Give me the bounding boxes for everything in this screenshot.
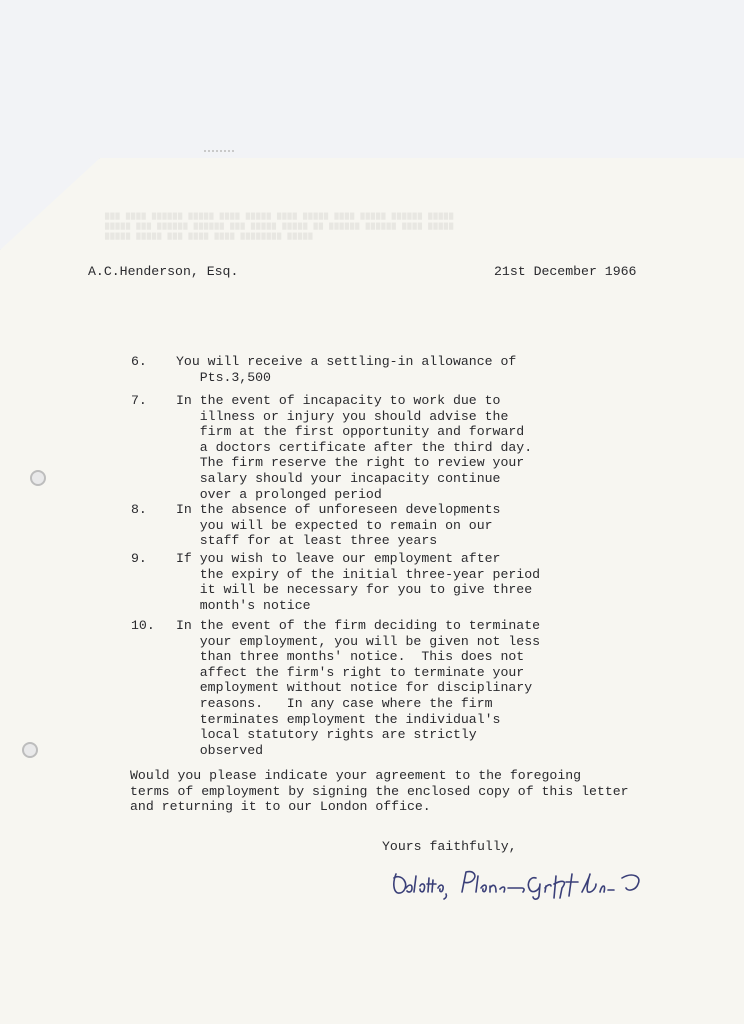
- item-line: your employment, you will be given not less: [176, 633, 541, 649]
- paper-tear: [204, 150, 234, 162]
- closing-line: and returning it to our London office.: [130, 799, 431, 815]
- item-line: staff for at least three years: [176, 533, 438, 549]
- closing-line: terms of employment by signing the enclosed copy of this letter: [130, 783, 629, 799]
- item-number: 6.: [131, 354, 147, 369]
- item-line: it will be necessary for you to give three: [176, 582, 533, 598]
- item-line: salary should your incapacity continue: [176, 470, 501, 486]
- handwritten-signature: [382, 862, 662, 902]
- item-line: month's notice: [176, 597, 311, 613]
- item-line: In the absence of unforeseen developments: [176, 502, 501, 517]
- item-line: In the event of incapacity to work due to: [176, 393, 501, 408]
- addressee: A.C.Henderson, Esq.: [88, 264, 239, 279]
- item-line: You will receive a settling-in allowance of: [176, 354, 517, 369]
- punch-hole: [22, 742, 38, 758]
- punch-hole: [30, 470, 46, 486]
- item-line: a doctors certificate after the third day.: [176, 439, 533, 455]
- closing-paragraph: [130, 768, 629, 815]
- item-line: over a prolonged period: [176, 486, 382, 502]
- item-line: local statutory rights are strictly: [176, 727, 477, 743]
- item-body: [176, 393, 532, 502]
- item-body: [176, 551, 540, 613]
- signoff: Yours faithfully,: [382, 839, 517, 854]
- letter-date: 21st December 1966: [494, 264, 637, 279]
- item-line: terminates employment the individual's: [176, 711, 501, 727]
- item-number: 10.: [131, 618, 155, 633]
- item-body: [176, 502, 500, 549]
- item-line: The firm reserve the right to review your: [176, 455, 525, 471]
- item-line: you will be expected to remain on our: [176, 517, 493, 533]
- item-line: observed: [176, 742, 264, 758]
- item-line: employment without notice for disciplinary: [176, 680, 533, 696]
- item-line: than three months' notice. This does not: [176, 649, 525, 665]
- item-line: If you wish to leave our employment after: [176, 551, 501, 566]
- item-line: affect the firm's right to terminate your: [176, 664, 525, 680]
- item-line: In the event of the firm deciding to terminate: [176, 618, 541, 633]
- item-body: [176, 354, 516, 385]
- item-body: [176, 618, 540, 758]
- item-number: 8.: [131, 502, 147, 517]
- item-number: 9.: [131, 551, 147, 566]
- show-through-text: ▇▇▇ ▇▇▇▇ ▇▇▇▇▇▇ ▇▇▇▇▇ ▇▇▇▇ ▇▇▇▇▇ ▇▇▇▇ ▇▇▇▇▇ ▇▇▇▇ ▇▇▇▇▇ ▇▇▇▇▇▇ ▇▇▇▇▇ ▇▇▇▇▇ ▇▇▇ ▇▇▇▇▇▇ ▇▇▇▇▇▇ ▇▇▇ ▇▇▇▇▇ ▇▇▇▇▇ ▇▇ ▇▇▇▇▇▇ ▇▇▇▇▇▇ ▇▇▇▇ ▇▇▇▇▇ ▇▇▇▇▇ ▇▇▇▇▇ ▇▇▇ ▇▇▇▇ ▇▇▇▇ ▇▇▇▇▇▇▇▇ ▇▇▇▇▇: [105, 213, 455, 241]
- item-line: Pts.3,500: [176, 369, 271, 385]
- item-line: illness or injury you should advise the: [176, 408, 509, 424]
- item-line: the expiry of the initial three-year period: [176, 566, 541, 582]
- closing-line: Would you please indicate your agreement to the foregoing: [130, 768, 582, 783]
- item-line: firm at the first opportunity and forward: [176, 424, 525, 440]
- item-number: 7.: [131, 393, 147, 408]
- item-line: reasons. In any case where the firm: [176, 695, 493, 711]
